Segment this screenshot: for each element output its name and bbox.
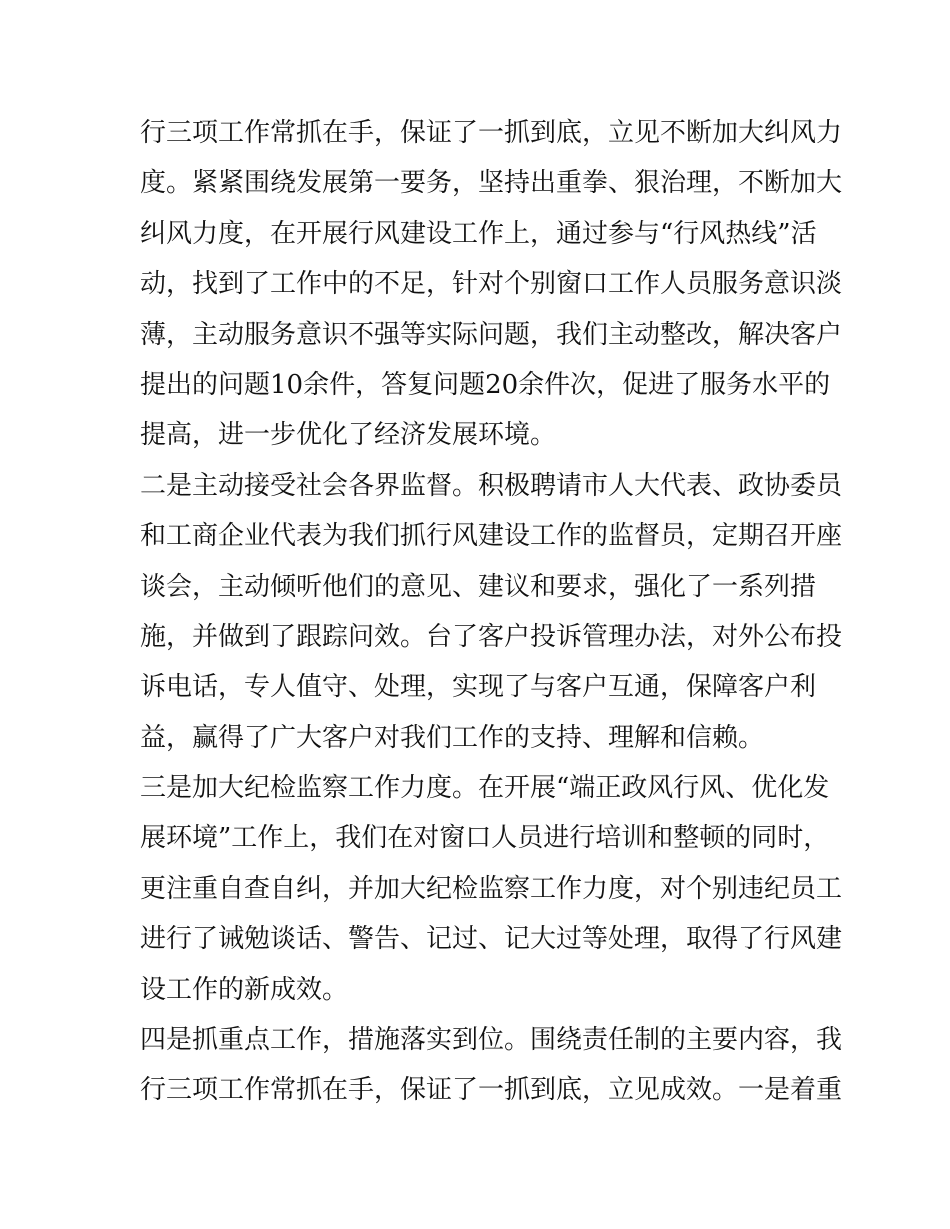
paragraph-1: [140, 108, 843, 461]
paragraph-4: [140, 1015, 843, 1116]
document-body: [140, 108, 843, 1116]
paragraph-2: [140, 461, 843, 763]
text-line: 益，赢得了广大客户对我们工作的支持、理解和信赖。: [140, 722, 765, 753]
text-line: 进行了诫勉谈话、警告、记过、记大过等处理，取得了行风建: [140, 924, 843, 955]
text-line: 设工作的新成效。: [140, 974, 349, 1005]
text-line: 纠风力度，在开展行风建设工作上，通过参与“行风热线”活: [140, 218, 817, 249]
text-line: 更注重自查自纠，并加大纪检监察工作力度，对个别违纪员工: [140, 873, 843, 904]
text-line: 行三项工作常抓在手，保证了一抓到底，立见成效。一是着重: [140, 1075, 843, 1106]
text-line: 诉电话，专人值守、处理，实现了与客户互通，保障客户利: [140, 672, 817, 703]
paragraph-3: [140, 763, 843, 1015]
text-line: 提高，进一步优化了经济发展环境。: [140, 420, 557, 451]
text-line: 度。紧紧围绕发展第一要务，坚持出重拳、狠治理，不断加大: [140, 168, 843, 199]
text-line: 展环境”工作上，我们在对窗口人员进行培训和整顿的同时，: [140, 823, 830, 854]
text-line: 动，找到了工作中的不足，针对个别窗口工作人员服务意识淡: [140, 269, 843, 300]
text-line: 和工商企业代表为我们抓行风建设工作的监督员，定期召开座: [140, 521, 843, 552]
text-line: 提出的问题10余件，答复问题20余件次，促进了服务水平的: [140, 369, 831, 400]
text-line: 四是抓重点工作，措施落实到位。围绕责任制的主要内容，我: [140, 1025, 843, 1056]
text-line: 施，并做到了跟踪问效。台了客户投诉管理办法，对外公布投: [140, 621, 843, 652]
text-line: 谈会，主动倾听他们的意见、建议和要求，强化了一系列措: [140, 571, 817, 602]
text-line: 行三项工作常抓在手，保证了一抓到底，立见不断加大纠风力: [140, 118, 843, 148]
text-line: 二是主动接受社会各界监督。积极聘请市人大代表、政协委员: [140, 470, 843, 501]
text-line: 三是加大纪检监察工作力度。在开展“端正政风行风、优化发: [140, 773, 830, 804]
text-line: 薄，主动服务意识不强等实际问题，我们主动整改，解决客户: [140, 319, 843, 350]
